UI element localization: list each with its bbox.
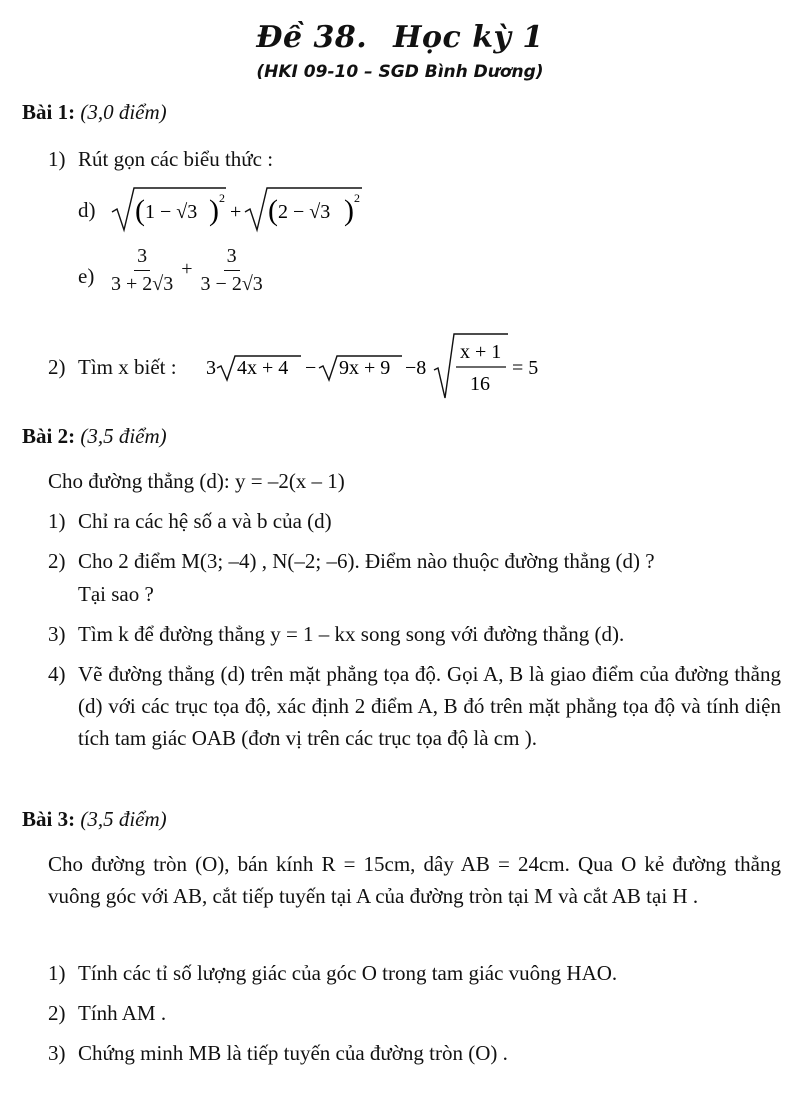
bai3-label: Bài 3 xyxy=(22,807,69,831)
q2-rad1: 4x + 4 xyxy=(237,357,289,379)
page-subtitle: (HKI 09-10 – SGD Bình Dương) xyxy=(256,62,544,82)
bai1-e-expression xyxy=(108,245,266,296)
bai1-d-expression xyxy=(108,182,368,240)
bai2-item-4-number: 4) xyxy=(48,662,66,686)
e-num-2: 3 xyxy=(224,245,240,271)
bai2-label: Bài 2 xyxy=(22,424,69,448)
bai2-item-2-line-1: Cho 2 điểm M(3; –4) , N(–2; –6). Điểm nào thuộc đường thẳng (d) ? xyxy=(78,549,655,573)
title-number: Đề 38. xyxy=(256,20,368,55)
bai2-item-3-text: Tìm k để đường thẳng y = 1 – kx song song với đường thẳng (d). xyxy=(78,622,625,646)
d-term1-inner: 1 − √3 xyxy=(145,201,198,223)
bai2-item-3-number: 3) xyxy=(48,622,66,646)
q2-num: x + 1 xyxy=(460,341,502,363)
bai3-item-2-text: Tính AM . xyxy=(78,1001,167,1025)
e-den-2: 3 − 2√3 xyxy=(200,273,263,295)
d-term2-inner: 2 − √3 xyxy=(278,201,331,223)
bai2-item-1 xyxy=(48,507,332,535)
bai3-points: (3,5 điểm) xyxy=(80,807,167,831)
q2-den: 16 xyxy=(470,373,490,395)
bai2-heading: Bài 2: (3,5 điểm) xyxy=(22,424,167,448)
e-fraction-1 xyxy=(108,245,176,296)
bai1-q2-number: 2) xyxy=(48,355,66,379)
bai2-item-3 xyxy=(48,620,624,648)
title-term: Học kỳ 1 xyxy=(393,20,544,55)
bai3-item-3-text: Chứng minh MB là tiếp tuyến của đường tròn (O) . xyxy=(78,1041,508,1065)
d-plus: + xyxy=(230,201,242,223)
bai2-item-4-text: Vẽ đường thẳng (d) trên mặt phẳng tọa độ. Gọi A, B là giao điểm của đường thẳng (d) với các trục tọa độ, xác định 2 điểm A, B đó trên mặt phẳng tọa độ và tính diện tích tam giác OAB (đơn vị trên các trục tọa độ là cm ). xyxy=(78,662,781,750)
page-title xyxy=(0,20,800,55)
q2-rad2: 9x + 9 xyxy=(339,357,391,379)
bai1-q2-text: Tìm x biết : xyxy=(78,355,177,379)
bai2-intro: Cho đường thẳng (d): y = –2(x – 1) xyxy=(48,469,345,493)
e-fraction-2 xyxy=(198,245,266,296)
bai1-heading: Bài 1: (3,0 điểm) xyxy=(22,100,167,124)
bai3-item-1 xyxy=(48,959,617,987)
e-plus: + xyxy=(181,258,193,281)
bai3-intro: Cho đường tròn (O), bán kính R = 15cm, dây AB = 24cm. Qua O kẻ đường thẳng vuông góc với AB, cắt tiếp tuyến tại A của đường tròn tại M và cắt AB tại H . xyxy=(48,852,781,908)
paren-open-1: ( xyxy=(135,194,145,227)
bai2-item-2 xyxy=(48,547,655,575)
bai3-item-2-number: 2) xyxy=(48,1001,66,1025)
bai1-q1 xyxy=(48,145,273,173)
bai1-q2 xyxy=(48,353,177,381)
q2-equation-svg xyxy=(206,332,546,402)
bai3-heading: Bài 3: (3,5 điểm) xyxy=(22,807,167,831)
d-exp-2: 2 xyxy=(354,191,360,205)
d-expression-svg xyxy=(108,182,368,234)
d-exp-1: 2 xyxy=(219,191,225,205)
q2-minus1: − xyxy=(305,357,317,379)
bai3-item-2 xyxy=(48,999,166,1027)
paren-open-2: ( xyxy=(268,194,278,227)
bai1-points: (3,0 điểm) xyxy=(80,100,167,124)
bai1-q1-number: 1) xyxy=(48,147,66,171)
paren-close-2: ) xyxy=(344,194,354,227)
bai1-q2-equation xyxy=(206,332,546,408)
bai3-item-1-text: Tính các tỉ số lượng giác của góc O trong tam giác vuông HAO. xyxy=(78,961,618,985)
paren-close-1: ) xyxy=(209,194,219,227)
bai2-item-2-number: 2) xyxy=(48,549,66,573)
bai3-item-3 xyxy=(48,1039,508,1067)
bai2-item-1-number: 1) xyxy=(48,509,66,533)
bai2-item-2-line-2: Tại sao ? xyxy=(78,582,154,606)
q2-coef-a: 3 xyxy=(206,357,216,379)
bai3-item-1-number: 1) xyxy=(48,961,66,985)
e-den-1: 3 + 2√3 xyxy=(111,273,174,295)
q2-eq: = 5 xyxy=(512,357,539,379)
bai1-label: Bài 1 xyxy=(22,100,69,124)
bai2-points: (3,5 điểm) xyxy=(80,424,167,448)
q2-minus2: −8 xyxy=(405,357,427,379)
e-num-1: 3 xyxy=(134,245,150,271)
bai2-item-1-text: Chỉ ra các hệ số a và b của (d) xyxy=(78,509,332,533)
bai3-item-3-number: 3) xyxy=(48,1041,66,1065)
bai1-d-label: d) xyxy=(78,198,96,222)
bai1-q1-text: Rút gọn các biểu thức : xyxy=(78,147,274,171)
bai1-e-label: e) xyxy=(78,264,95,288)
